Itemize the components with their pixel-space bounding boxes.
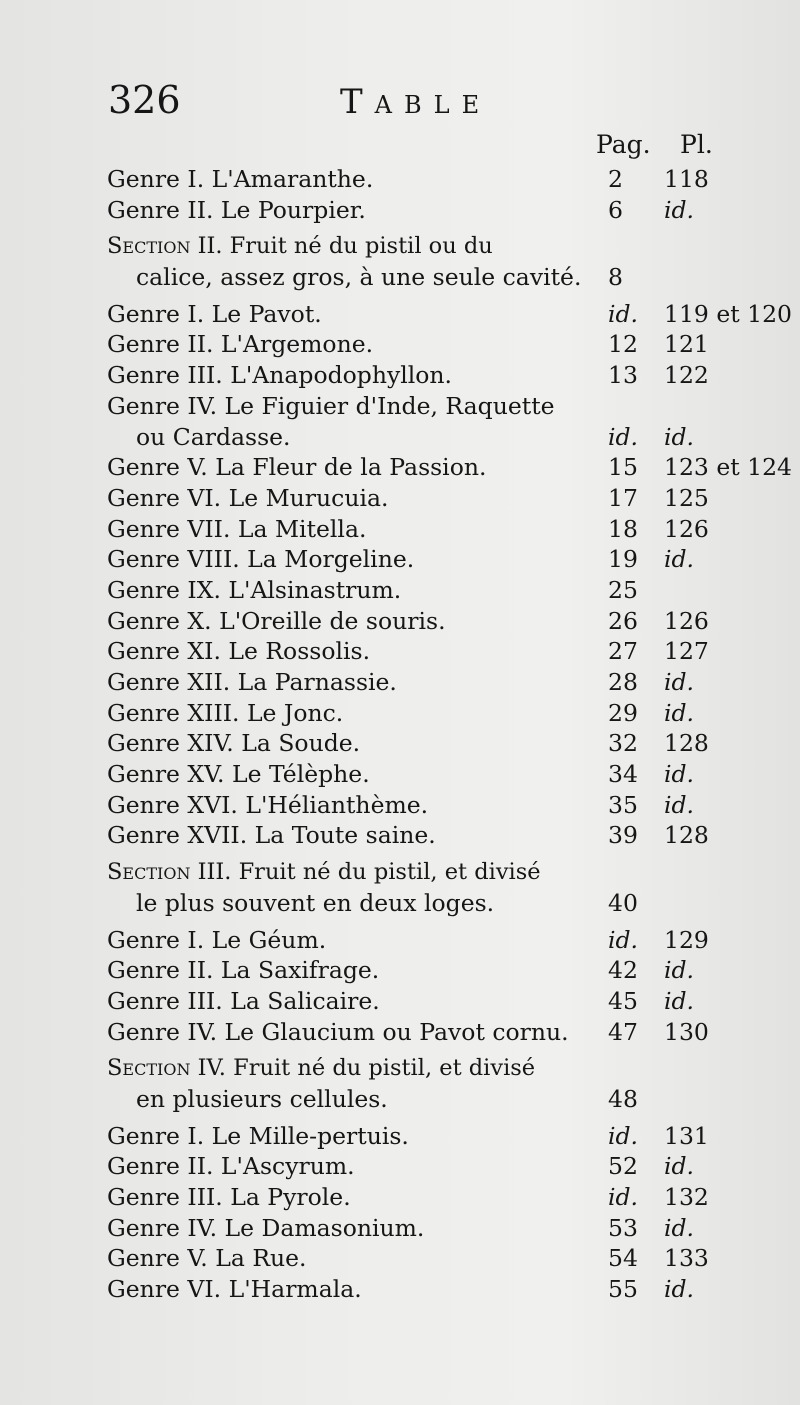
entry-plate: 127	[664, 637, 709, 666]
entry-title: Genre I. Le Géum.	[107, 925, 327, 954]
entry-plate: id.	[664, 698, 695, 727]
entry-plate: 128	[664, 821, 709, 850]
toc-entry	[0, 262, 800, 293]
entry-plate: 129	[664, 925, 709, 954]
entry-title: Genre II. La Saxifrage.	[107, 956, 380, 985]
entry-plate: 122	[664, 361, 709, 390]
entry-page: 39	[608, 821, 638, 850]
section-heading-row	[0, 857, 800, 888]
entry-title: Section IV. Fruit né du pistil, et divisé	[107, 1055, 536, 1082]
toc-entry	[0, 636, 800, 667]
entry-title: Genre IX. L'Alsinastrum.	[107, 575, 402, 604]
entry-plate: id.	[664, 545, 695, 574]
entry-page: 32	[608, 729, 638, 758]
toc-entry	[0, 1017, 800, 1048]
entry-title: Genre XVII. La Toute saine.	[107, 821, 436, 850]
entry-plate: 131	[664, 1121, 709, 1150]
entry-page: id.	[608, 299, 639, 328]
toc-entry	[0, 391, 800, 422]
toc-entry	[0, 195, 800, 226]
entry-page: 42	[608, 956, 638, 985]
entry-plate: id.	[664, 956, 695, 985]
entry-plate: id.	[664, 668, 695, 696]
entry-page: 15	[608, 453, 638, 482]
column-header-pag: Pag.	[596, 130, 651, 159]
entry-page: 17	[608, 483, 638, 512]
toc-entry	[0, 986, 800, 1017]
toc-entry	[0, 1084, 800, 1115]
toc-entry	[0, 1151, 800, 1182]
entry-page: 40	[608, 888, 638, 917]
toc-entry	[0, 483, 800, 514]
entry-page: 28	[608, 668, 638, 696]
entry-title: Genre III. L'Anapodophyllon.	[107, 361, 453, 390]
table-of-contents	[0, 164, 800, 1305]
entry-plate: id.	[664, 195, 695, 224]
toc-entry	[0, 514, 800, 545]
entry-plate: id.	[664, 1152, 695, 1181]
toc-entry	[0, 1121, 800, 1152]
entry-plate: 132	[664, 1183, 709, 1211]
entry-page: 6	[608, 195, 623, 224]
entry-title: en plusieurs cellules.	[136, 1084, 388, 1113]
entry-page: id.	[608, 422, 639, 451]
entry-title: Genre II. L'Ascyrum.	[107, 1152, 355, 1181]
section-heading-row	[0, 231, 800, 262]
entry-title: Genre XII. La Parnassie.	[107, 668, 397, 696]
toc-entry	[0, 790, 800, 821]
entry-page: 52	[608, 1152, 638, 1181]
entry-page: 35	[608, 790, 638, 819]
entry-page: 55	[608, 1275, 638, 1304]
entry-plate: 130	[664, 1017, 709, 1046]
running-title: Table	[340, 82, 492, 122]
entry-title: Section III. Fruit né du pistil, et divisé	[107, 859, 541, 886]
entry-title: ou Cardasse.	[136, 422, 291, 451]
entry-page: 25	[608, 575, 638, 604]
section-heading-row	[0, 1053, 800, 1084]
entry-plate: 121	[664, 330, 709, 359]
toc-entry	[0, 544, 800, 575]
toc-entry	[0, 1213, 800, 1244]
entry-title: Genre IV. Le Glaucium ou Pavot cornu.	[107, 1017, 569, 1046]
entry-title: Genre III. La Pyrole.	[107, 1183, 351, 1211]
entry-plate: id.	[664, 422, 695, 451]
toc-entry	[0, 1274, 800, 1305]
entry-title: Genre VI. L'Harmala.	[107, 1275, 362, 1304]
entry-title: Genre V. La Rue.	[107, 1244, 307, 1273]
toc-entry	[0, 606, 800, 637]
entry-page: 27	[608, 637, 638, 666]
entry-plate: id.	[664, 760, 695, 789]
entry-title: Genre XVI. L'Hélianthème.	[107, 790, 429, 819]
entry-plate: 133	[664, 1244, 709, 1273]
entry-page: 12	[608, 330, 638, 359]
entry-page: 48	[608, 1084, 638, 1113]
toc-entry	[0, 1243, 800, 1274]
entry-page: 54	[608, 1244, 638, 1273]
entry-plate: 119 et 120	[664, 299, 792, 328]
entry-page: 47	[608, 1017, 638, 1046]
entry-page: 8	[608, 263, 623, 292]
entry-plate: 118	[664, 165, 709, 193]
entry-page: 18	[608, 514, 638, 543]
toc-entry	[0, 422, 800, 453]
entry-title: Genre IV. Le Figuier d'Inde, Raquette	[107, 391, 555, 420]
entry-page: 19	[608, 545, 638, 574]
entry-page: 29	[608, 698, 638, 727]
entry-title: Section II. Fruit né du pistil ou du	[107, 233, 493, 260]
entry-page: id.	[608, 1183, 639, 1211]
entry-plate: 126	[664, 514, 709, 543]
toc-entry	[0, 888, 800, 919]
entry-page: 13	[608, 361, 638, 390]
entry-plate: 125	[664, 483, 709, 512]
entry-title: Genre II. L'Argemone.	[107, 330, 374, 359]
entry-title: Genre XIII. Le Jonc.	[107, 698, 344, 727]
entry-title: Genre I. L'Amaranthe.	[107, 165, 374, 193]
entry-title: Genre I. Le Mille-pertuis.	[107, 1121, 409, 1150]
column-header-pl: Pl.	[680, 130, 713, 159]
toc-entry	[0, 299, 800, 330]
entry-plate: id.	[664, 986, 695, 1015]
entry-plate: 123 et 124	[664, 453, 792, 482]
toc-entry	[0, 164, 800, 195]
toc-entry	[0, 759, 800, 790]
entry-title: Genre X. L'Oreille de souris.	[107, 606, 446, 635]
toc-entry	[0, 452, 800, 483]
entry-title: Genre IV. Le Damasonium.	[107, 1213, 425, 1242]
entry-page: id.	[608, 1121, 639, 1150]
entry-page: id.	[608, 925, 639, 954]
entry-title: Genre VIII. La Morgeline.	[107, 545, 415, 574]
entry-title: Genre V. La Fleur de la Passion.	[107, 453, 487, 482]
entry-title: Genre III. La Salicaire.	[107, 986, 380, 1015]
entry-title: Genre I. Le Pavot.	[107, 299, 322, 328]
toc-entry	[0, 1182, 800, 1213]
entry-plate: id.	[664, 1213, 695, 1242]
entry-plate: id.	[664, 1275, 695, 1304]
toc-entry	[0, 955, 800, 986]
toc-entry	[0, 728, 800, 759]
entry-title: le plus souvent en deux loges.	[136, 888, 495, 917]
toc-entry	[0, 329, 800, 360]
toc-entry	[0, 925, 800, 956]
entry-title: calice, assez gros, à une seule cavité.	[136, 263, 582, 292]
entry-title: Genre II. Le Pourpier.	[107, 195, 366, 224]
entry-title: Genre VII. La Mitella.	[107, 514, 367, 543]
toc-entry	[0, 360, 800, 391]
entry-page: 45	[608, 986, 638, 1015]
entry-title: Genre XI. Le Rossolis.	[107, 637, 371, 666]
toc-entry	[0, 698, 800, 729]
entry-plate: id.	[664, 790, 695, 819]
entry-title: Genre XV. Le Télèphe.	[107, 760, 370, 789]
entry-title: Genre XIV. La Soude.	[107, 729, 361, 758]
toc-entry	[0, 820, 800, 851]
toc-entry	[0, 575, 800, 606]
entry-plate: 128	[664, 729, 709, 758]
column-headers	[0, 130, 800, 164]
entry-page: 34	[608, 760, 638, 789]
page-number: 326	[108, 78, 181, 122]
entry-page: 26	[608, 606, 638, 635]
entry-page: 53	[608, 1213, 638, 1242]
toc-entry	[0, 667, 800, 698]
entry-page: 2	[608, 165, 623, 193]
page-header	[108, 78, 720, 128]
entry-plate: 126	[664, 606, 709, 635]
entry-title: Genre VI. Le Murucuia.	[107, 483, 389, 512]
